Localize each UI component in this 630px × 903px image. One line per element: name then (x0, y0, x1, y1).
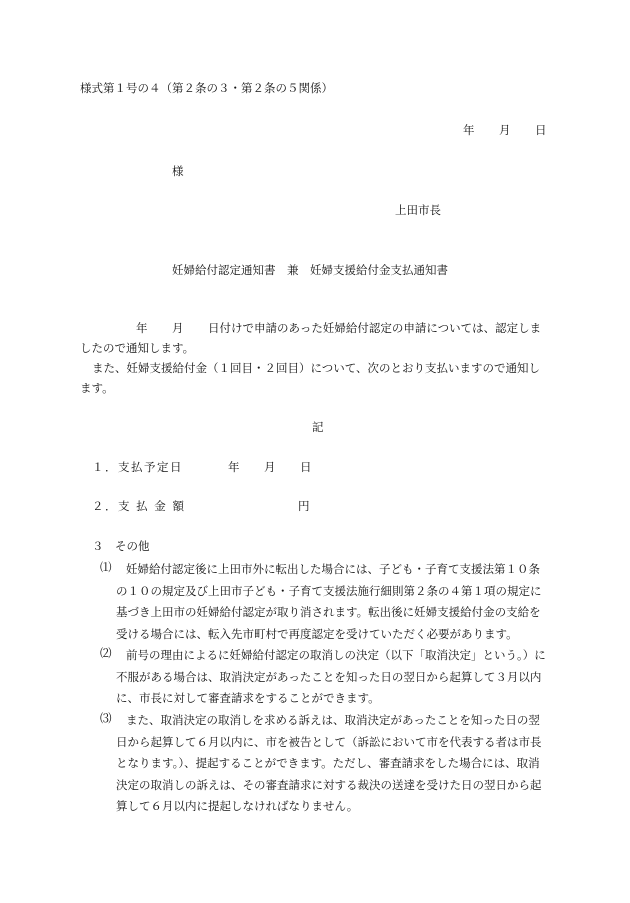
sender: 上田市長 (395, 203, 441, 217)
other-item-1-number: ⑴ (100, 560, 112, 574)
payment-amount-unit: 円 (298, 499, 310, 513)
intro-line2: したので通知します。 (80, 341, 195, 355)
form-label: 様式第１号の４（第２条の３・第２条の５関係） (80, 81, 333, 95)
date-day: 日 (535, 123, 547, 137)
addressee-suffix: 様 (172, 164, 184, 178)
payment-date-month: 月 (264, 460, 276, 474)
document-title: 妊婦給付認定通知書 兼 妊婦支援給付金支払通知書 (172, 263, 448, 277)
intro-line1: 日付けで申請のあった妊婦給付認定の申請については、認定しま (208, 321, 542, 335)
payment-date-day: 日 (300, 460, 312, 474)
intro-line4: ます。 (80, 381, 114, 395)
intro-line3: また、妊婦支援給付金（１回目・２回目）について、次のとおり支払いますので通知し (92, 361, 541, 375)
other-item-2-number: ⑵ (100, 646, 112, 660)
payment-amount-label: ２．支 払 金 額 (92, 499, 186, 513)
intro-date-year: 年 (136, 321, 148, 335)
date-year: 年 (463, 123, 475, 137)
other-item-1-text: 妊婦給付認定後に上田市外に転出した場合には、子ども・子育て支援法第１０条の１０の規定及び上田市子ども・子育て支援法施行細則第２条の４第１項の規定に基づき上田市の妊婦給付認定が取り消されます。転出後に妊婦支援給付金の支給を受ける場合には、転入先市町村で再度認定を受けていただく必要があります。 (116, 562, 542, 641)
intro-date-month: 月 (172, 321, 184, 335)
other-item-2-text: 前号の理由によるに妊婦給付認定の取消しの決定（以下「取消決定」という。）に不服がある場合は、取消決定があったことを知った日の翌日から起算して３月以内に、市長に対して審査請求をすることができます。 (116, 648, 546, 705)
payment-date-label: １．支払予定日 (92, 460, 183, 474)
other-section-label: ３ その他 (92, 539, 150, 553)
date-month: 月 (499, 123, 511, 137)
ki-marker: 記 (312, 420, 324, 434)
other-item-3-number: ⑶ (100, 711, 112, 725)
payment-date-year: 年 (228, 460, 240, 474)
other-item-3-text: また、取消決定の取消しを求める訴えは、取消決定があったことを知った日の翌日から起算して６月以内に、市を被告として（訴訟において市を代表する者は市長となります。）、提起することができます。ただし、審査請求をした場合には、取消決定の取消しの訴えは、その審査請求に対する裁決の送達を受けた日の翌日から起算して６月以内に提起しなければなりません。 (116, 713, 542, 813)
